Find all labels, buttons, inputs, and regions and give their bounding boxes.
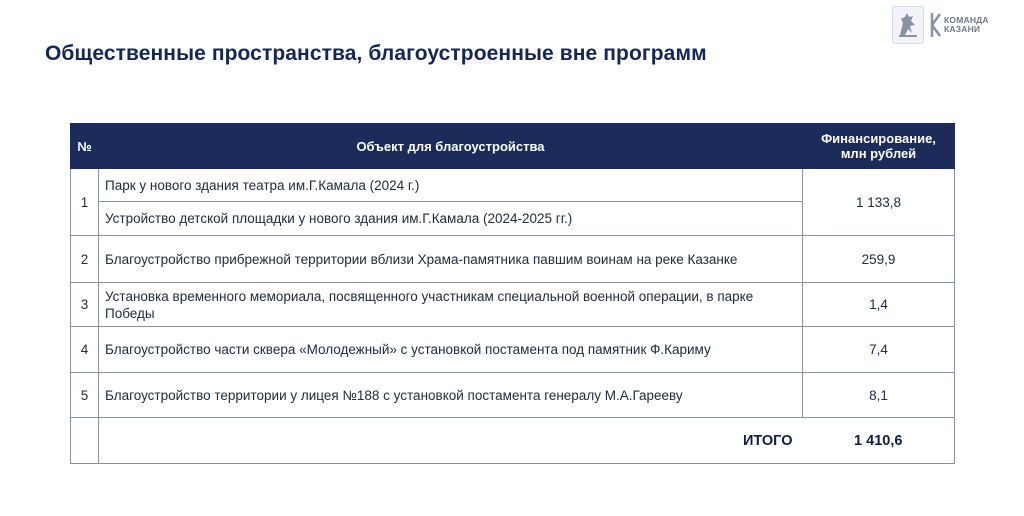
header-num: № bbox=[71, 124, 99, 169]
row-object: Установка временного мемориала, посвященного участникам специальной военной операции, в парке Победы bbox=[99, 283, 803, 327]
row-object: Благоустройство территории у лицея №188 с установкой постамента генералу М.А.Гарееву bbox=[99, 373, 803, 418]
table-row bbox=[71, 236, 955, 283]
header-object: Объект для благоустройства bbox=[99, 124, 803, 169]
table-header-row bbox=[71, 124, 955, 169]
table-row bbox=[71, 373, 955, 418]
row-value: 8,1 bbox=[803, 373, 955, 418]
team-kazan-logo bbox=[892, 6, 1002, 44]
row-number: 1 bbox=[71, 169, 99, 236]
row-value: 7,4 bbox=[803, 327, 955, 373]
table-row bbox=[71, 327, 955, 373]
row-number: 4 bbox=[71, 327, 99, 373]
page-title: Общественные пространства, благоустроенные вне программ bbox=[45, 42, 707, 65]
total-label: ИТОГО bbox=[99, 418, 803, 464]
row-object: Парк у нового здания театра им.Г.Камала (2024 г.) bbox=[99, 169, 803, 202]
logo-line-2: КАЗАНИ bbox=[944, 24, 981, 34]
table-row bbox=[71, 283, 955, 327]
row-object: Благоустройство части сквера «Молодежный» с установкой постамента под памятник Ф.Кариму bbox=[99, 327, 803, 373]
total-value: 1 410,6 bbox=[803, 418, 955, 464]
row-value: 259,9 bbox=[803, 236, 955, 283]
logo-text bbox=[944, 16, 989, 34]
logo-line-1: КОМАНДА bbox=[944, 15, 989, 25]
row-value: 1,4 bbox=[803, 283, 955, 327]
kazan-coat-of-arms-icon bbox=[892, 6, 924, 44]
row-number: 5 bbox=[71, 373, 99, 418]
projects-table bbox=[70, 123, 955, 464]
total-row bbox=[71, 418, 955, 464]
total-empty-cell bbox=[71, 418, 99, 464]
header-funding: Финансирование, млн рублей bbox=[803, 124, 955, 169]
row-object: Благоустройство прибрежной территории вблизи Храма-памятника павшим воинам на реке Казанке bbox=[99, 236, 803, 283]
table-row bbox=[71, 169, 955, 202]
row-value: 1 133,8 bbox=[803, 169, 955, 236]
row-number: 3 bbox=[71, 283, 99, 327]
row-number: 2 bbox=[71, 236, 99, 283]
row-object: Устройство детской площадки у нового здания им.Г.Камала (2024-2025 гг.) bbox=[99, 202, 803, 236]
k-letter-icon bbox=[930, 10, 942, 40]
